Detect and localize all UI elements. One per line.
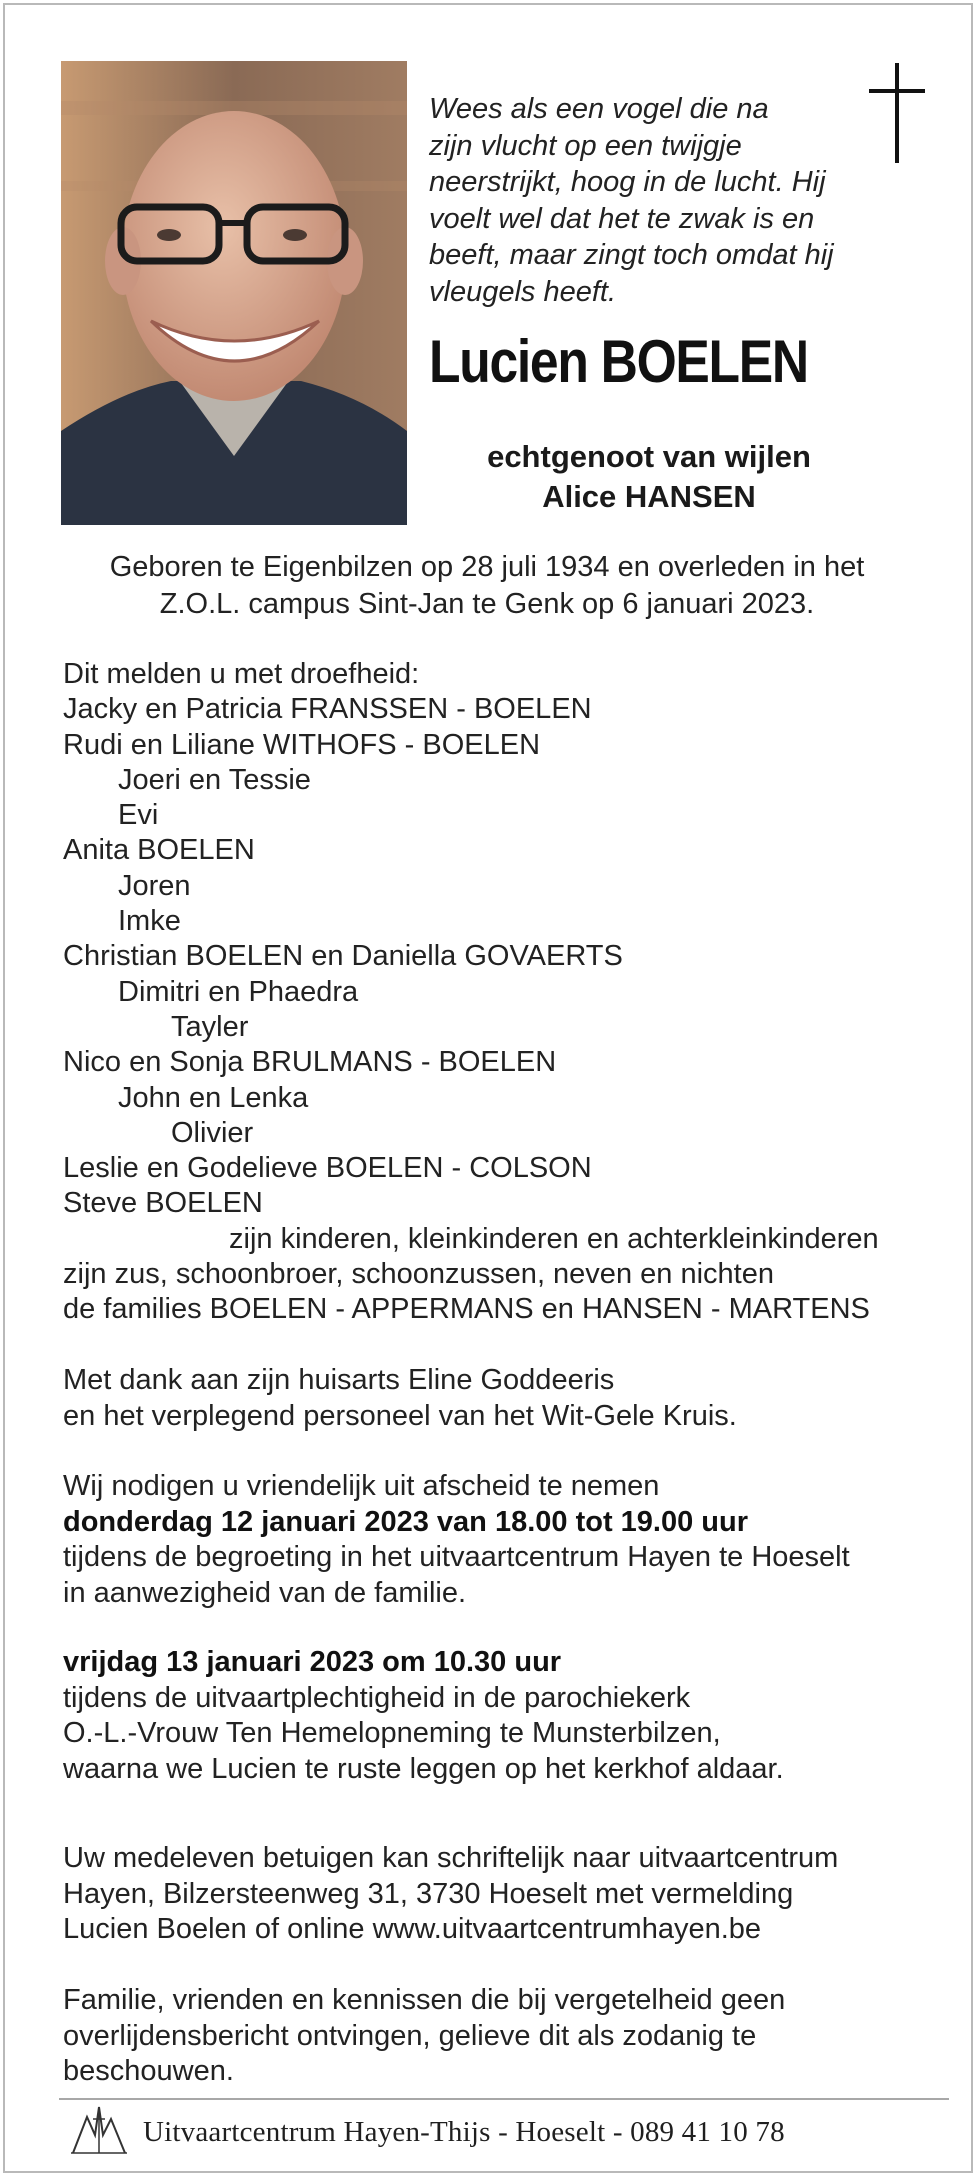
family-line: Jacky en Patricia FRANSSEN - BOELEN <box>63 693 592 726</box>
obituary-card <box>3 3 973 2173</box>
birth-line: Geboren te Eigenbilzen op 28 juli 1934 en overleden in het <box>109 551 865 583</box>
condolence-line: Hayen, Bilzersteenweg 31, 3730 Hoeselt met vermelding <box>63 1877 794 1910</box>
invitation-intro: Wij nodigen u vriendelijk uit afscheid te nemen <box>63 1470 660 1502</box>
spouse-line: Alice HANSEN <box>542 479 756 514</box>
family-line: Tayler <box>171 1010 249 1043</box>
poem-line: voelt wel dat het te zwak is en <box>429 202 815 235</box>
condolence-line: Lucien Boelen of online www.uitvaartcentrumhayen.be <box>63 1913 762 1945</box>
thanks-section <box>63 1363 737 1434</box>
family-line: Olivier <box>171 1116 254 1149</box>
family-line: Steve BOELEN <box>63 1187 263 1220</box>
family-line: Joeri en Tessie <box>118 763 311 796</box>
cross-icon <box>867 63 927 163</box>
visit-date: donderdag 12 januari 2023 van 18.00 tot 19.00 uur <box>63 1505 748 1538</box>
family-line: Imke <box>118 905 181 938</box>
notice-section <box>63 1983 785 2090</box>
family-line: John en Lenka <box>118 1081 309 1114</box>
footer-contact: Uitvaartcentrum Hayen-Thijs - Hoeselt - 089 41 10 78 <box>143 2116 785 2148</box>
notice-line: Familie, vrienden en kennissen die bij vergetelheid geen <box>63 1984 786 2016</box>
family-line: Leslie en Godelieve BOELEN - COLSON <box>63 1152 592 1185</box>
funeral-date: vrijdag 13 januari 2023 om 10.30 uur <box>63 1646 562 1678</box>
poem-line: neerstrijkt, hoog in de lucht. Hij <box>429 166 826 198</box>
funeral-home-logo-icon <box>69 2105 129 2157</box>
poem-line: Wees als een vogel die na <box>429 93 769 125</box>
invitation-section <box>63 1469 850 1611</box>
notice-line: beschouwen. <box>63 2055 234 2087</box>
poem-line: zijn vlucht op een twijgje <box>429 129 742 162</box>
deceased-name: Lucien BOELEN <box>429 328 808 395</box>
family-line: Anita BOELEN <box>63 834 255 867</box>
poem-line: beeft, maar zingt toch omdat hij <box>429 239 834 271</box>
visit-line: in aanwezigheid van de familie. <box>63 1576 467 1609</box>
family-line: Christian BOELEN en Daniella GOVAERTS <box>63 940 623 973</box>
family-line: Dimitri en Phaedra <box>118 975 359 1008</box>
poem <box>429 91 869 310</box>
family-list <box>63 657 879 1328</box>
funeral-line: tijdens de uitvaartplechtigheid in de parochiekerk <box>63 1681 691 1714</box>
family-line: zijn zus, schoonbroer, schoonzussen, neven en nichten <box>63 1258 774 1291</box>
thanks-line: en het verplegend personeel van het Wit-Gele Kruis. <box>63 1399 737 1432</box>
family-line: Joren <box>118 869 191 902</box>
condolence-section <box>63 1841 838 1948</box>
family-intro: Dit melden u met droefheid: <box>63 658 420 690</box>
birth-death-info <box>61 549 913 623</box>
notice-line: overlijdensbericht ontvingen, gelieve dit als zodanig te <box>63 2019 757 2052</box>
thanks-line: Met dank aan zijn huisarts Eline Goddeeris <box>63 1364 615 1396</box>
condolence-line: Uw medeleven betuigen kan schriftelijk naar uitvaartcentrum <box>63 1842 839 1874</box>
funeral-line: O.-L.-Vrouw Ten Hemelopneming te Munsterbilzen, <box>63 1717 721 1749</box>
visit-line: tijdens de begroeting in het uitvaartcentrum Hayen te Hoeselt <box>63 1541 850 1573</box>
family-line: de families BOELEN - APPERMANS en HANSEN - MARTENS <box>63 1293 870 1326</box>
family-line: zijn kinderen, kleinkinderen en achterkleinkinderen <box>229 1222 879 1255</box>
funeral-section <box>63 1645 784 1787</box>
family-line: Rudi en Liliane WITHOFS - BOELEN <box>63 728 541 761</box>
family-line: Evi <box>118 799 159 832</box>
portrait-photo <box>61 61 407 525</box>
birth-line: Z.O.L. campus Sint-Jan te Genk op 6 januari 2023. <box>159 588 815 620</box>
spouse-line: echtgenoot van wijlen <box>487 439 811 474</box>
spouse-info <box>429 437 869 517</box>
footer-divider <box>59 2098 949 2100</box>
family-line: Nico en Sonja BRULMANS - BOELEN <box>63 1046 557 1079</box>
poem-line: vleugels heeft. <box>429 275 617 308</box>
funeral-line: waarna we Lucien te ruste leggen op het kerkhof aldaar. <box>63 1752 784 1785</box>
